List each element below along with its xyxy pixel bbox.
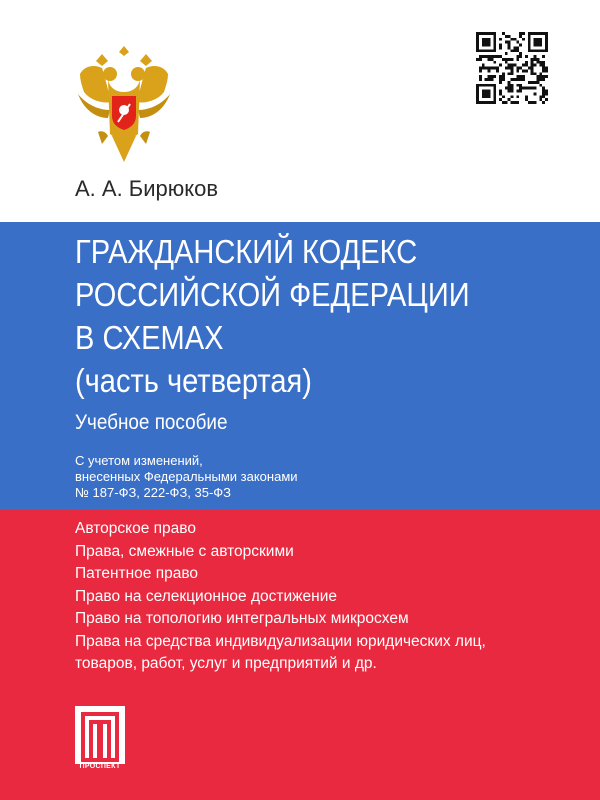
book-title <box>75 230 470 402</box>
topic-item: товаров, работ, услуг и предприятий и др. <box>75 655 377 672</box>
qr-code-icon <box>476 32 548 104</box>
book-subtitle: Учебное пособие <box>75 411 228 434</box>
topics-list <box>75 518 486 676</box>
note-line: внесенных Федеральными законами <box>75 469 298 484</box>
note-line: № 187-ФЗ, 222-ФЗ, 35-ФЗ <box>75 485 232 500</box>
title-line: ГРАЖДАНСКИЙ КОДЕКС <box>75 233 418 270</box>
publisher-name: ПРОСПЕКТ <box>79 763 121 770</box>
title-line: (часть четвертая) <box>75 362 312 399</box>
topic-item: Патентное право <box>75 565 199 582</box>
note-line: С учетом изменений, <box>75 453 203 468</box>
title-line: РОССИЙСКОЙ ФЕДЕРАЦИИ <box>75 276 470 313</box>
topic-item: Право на топологию интегральных микросхем <box>75 610 409 627</box>
topic-item: Права, смежные с авторскими <box>75 542 294 560</box>
topic-item: Право на селекционное достижение <box>75 587 337 605</box>
author-name: А. А. Бирюков <box>75 176 219 201</box>
coat-of-arms-icon <box>72 44 176 164</box>
topic-item: Права на средства индивидуализации юридических лиц, <box>75 632 486 650</box>
edition-note <box>75 453 298 501</box>
topic-item: Авторское право <box>75 520 196 537</box>
title-line: В СХЕМАХ <box>75 319 224 356</box>
